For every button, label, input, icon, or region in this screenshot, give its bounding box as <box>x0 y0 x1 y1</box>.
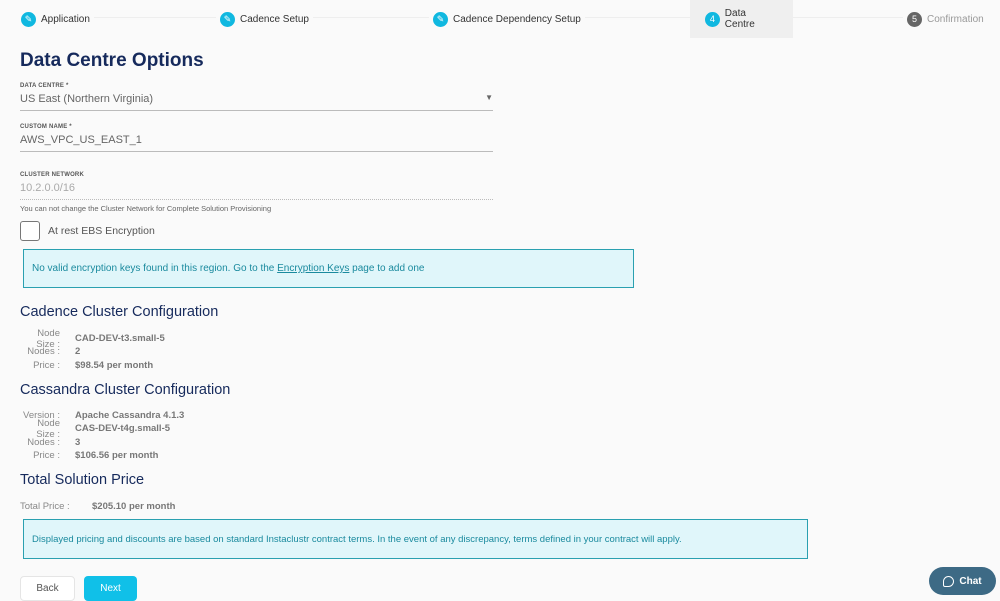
field-value: AWS_VPC_US_EAST_1 <box>20 134 142 146</box>
key: Node Size : <box>36 417 60 440</box>
value: CAD-DEV-t3.small-5 <box>75 333 165 345</box>
ebs-encryption-checkbox[interactable] <box>20 221 155 241</box>
custom-name-input[interactable] <box>20 124 493 152</box>
key: Version : <box>23 410 60 422</box>
step-cadence-dependency-setup[interactable] <box>429 0 585 38</box>
step-confirmation[interactable] <box>903 0 988 38</box>
step-application[interactable] <box>17 0 94 38</box>
step-number: 4 <box>705 12 720 27</box>
value: CAS-DEV-t4g.small-5 <box>75 423 171 435</box>
cassandra-config <box>20 409 184 462</box>
key: Nodes : <box>27 436 60 448</box>
step-label: Application <box>41 13 90 25</box>
stepper <box>0 0 1000 38</box>
dropdown-arrow-icon: ▼ <box>485 93 493 102</box>
step-cadence-setup[interactable] <box>216 0 313 38</box>
next-button[interactable]: Next <box>84 576 137 601</box>
chat-button[interactable] <box>929 567 996 595</box>
value: Apache Cassandra 4.1.3 <box>75 410 185 422</box>
encryption-alert <box>23 249 634 288</box>
alert-text: page to add one <box>349 263 425 274</box>
step-label: Confirmation <box>927 13 984 25</box>
value: 2 <box>75 346 81 358</box>
key: Node Size : <box>36 327 60 350</box>
pencil-icon: ✎ <box>21 12 36 27</box>
step-label: Data Centre <box>724 8 755 30</box>
field-label: CLUSTER NETWORK <box>20 172 84 178</box>
field-value: US East (Northern Virginia) <box>20 93 154 105</box>
step-label: Cadence Dependency Setup <box>453 13 581 25</box>
pricing-notice <box>23 519 808 559</box>
alert-text: No valid encryption keys found in this region. Go to the <box>32 263 278 274</box>
value: 3 <box>75 436 81 448</box>
pencil-icon: ✎ <box>220 12 235 27</box>
value: $106.56 per month <box>75 450 159 462</box>
back-button[interactable]: Back <box>20 576 75 601</box>
key: Price : <box>33 450 60 462</box>
key: Total Price : <box>20 501 70 513</box>
step-number: 5 <box>907 12 922 27</box>
total-price <box>20 500 175 513</box>
encryption-keys-link[interactable]: Encryption Keys <box>277 263 350 274</box>
pencil-icon: ✎ <box>433 12 448 27</box>
data-centre-select[interactable] <box>20 83 493 111</box>
step-label: Cadence Setup <box>240 13 309 25</box>
field-value: 10.2.0.0/16 <box>20 182 76 194</box>
page-title: Data Centre Options <box>20 50 204 71</box>
cadence-config <box>20 327 165 372</box>
key: Price : <box>33 359 60 371</box>
field-label: DATA CENTRE * <box>20 83 69 89</box>
value: $98.54 per month <box>75 359 154 371</box>
field-hint: You can not change the Cluster Network for Complete Solution Provisioning <box>20 204 272 213</box>
chat-bubble-icon <box>943 576 954 587</box>
key: Nodes : <box>27 346 60 358</box>
notice-text: Displayed pricing and discounts are based on standard Instaclustr contract terms. In the event of any discrepancy, terms defined in your contract will apply. <box>32 533 682 545</box>
step-data-centre[interactable] <box>690 0 793 38</box>
cadence-config-title: Cadence Cluster Configuration <box>20 304 219 320</box>
value: $205.10 per month <box>92 501 176 513</box>
cassandra-config-title: Cassandra Cluster Configuration <box>20 382 231 398</box>
checkbox-box[interactable] <box>20 221 40 241</box>
field-label: CUSTOM NAME * <box>20 124 72 130</box>
chat-label: Chat <box>959 575 982 587</box>
checkbox-label: At rest EBS Encryption <box>48 225 155 237</box>
cluster-network-input <box>20 172 493 213</box>
total-price-title: Total Solution Price <box>20 472 145 488</box>
